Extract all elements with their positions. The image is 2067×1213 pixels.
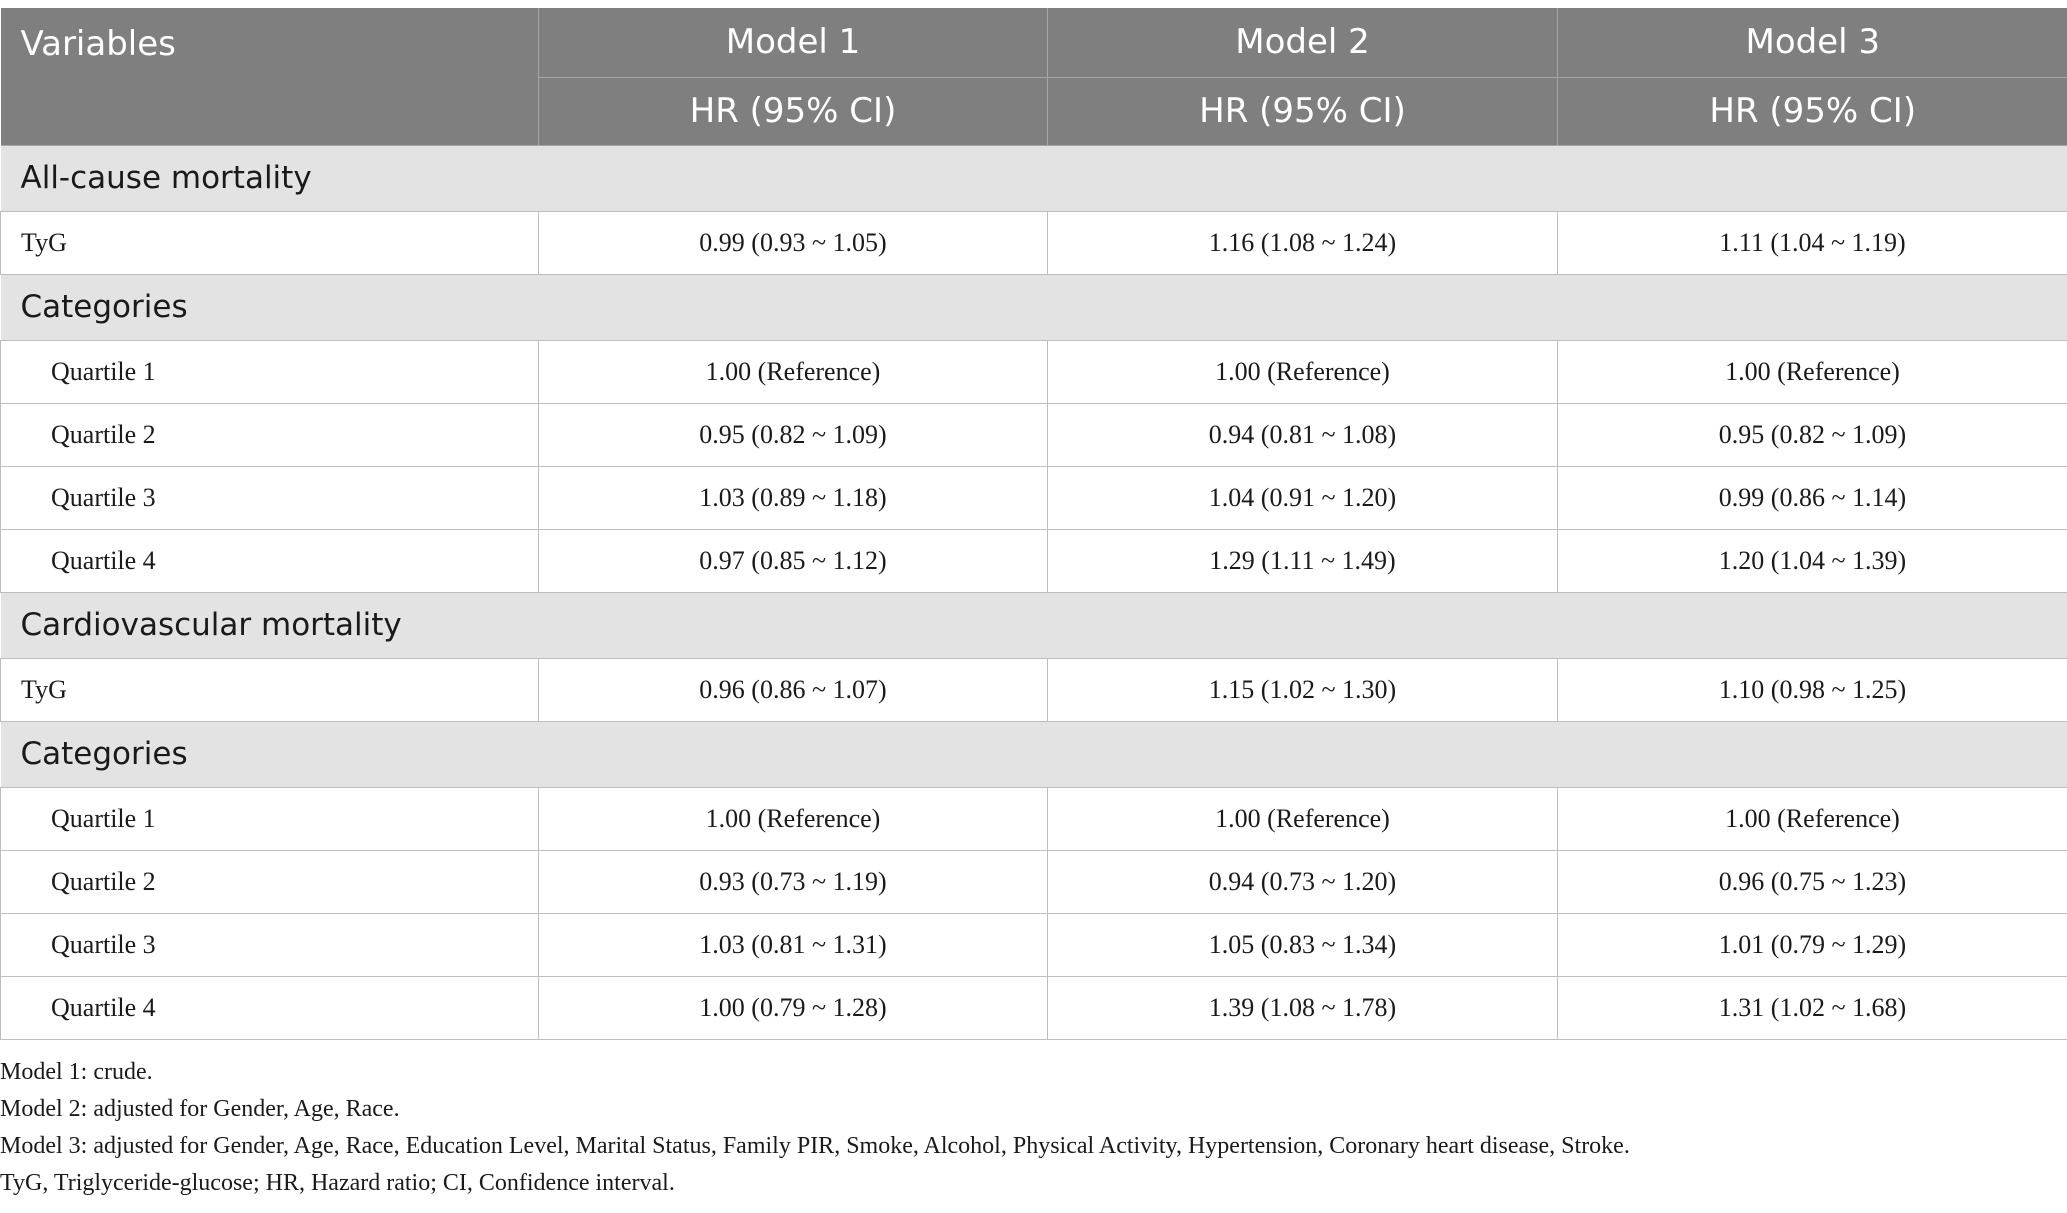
footnote: TyG, Triglyceride-glucose; HR, Hazard ratio; CI, Confidence interval. [0, 1170, 675, 1196]
cell-model-3: 1.10 (0.98 ~ 1.25) [1558, 658, 2067, 721]
row-label: Quartile 1 [1, 340, 539, 403]
header-metric-1: HR (95% CI) [539, 77, 1048, 145]
cell-model-3: 1.20 (1.04 ~ 1.39) [1558, 529, 2067, 592]
row-label: Quartile 2 [1, 403, 539, 466]
header-model-3: Model 3 [1558, 8, 2067, 77]
cell-model-2: 0.94 (0.81 ~ 1.08) [1048, 403, 1558, 466]
footnote: Model 1: crude. [0, 1059, 153, 1085]
cell-model-1: 0.97 (0.85 ~ 1.12) [539, 529, 1048, 592]
cell-model-2: 1.05 (0.83 ~ 1.34) [1048, 913, 1558, 976]
row-label: Quartile 3 [1, 913, 539, 976]
cell-model-3: 1.01 (0.79 ~ 1.29) [1558, 913, 2067, 976]
cell-model-1: 0.96 (0.86 ~ 1.07) [539, 658, 1048, 721]
cell-model-2: 0.94 (0.73 ~ 1.20) [1048, 850, 1558, 913]
row-label: Quartile 3 [1, 466, 539, 529]
section-row [1, 145, 2067, 211]
table-row [1, 403, 2067, 466]
categories-row [1, 721, 2067, 787]
cell-model-3: 1.00 (Reference) [1558, 787, 2067, 850]
header-variables: Variables [1, 8, 539, 145]
header-model-1: Model 1 [539, 8, 1048, 77]
table-row [1, 787, 2067, 850]
footnote: Model 2: adjusted for Gender, Age, Race. [0, 1096, 400, 1122]
cell-model-3: 1.00 (Reference) [1558, 340, 2067, 403]
cell-model-2: 1.00 (Reference) [1048, 340, 1558, 403]
table-footnotes [0, 1054, 2067, 1202]
cell-model-3: 0.95 (0.82 ~ 1.09) [1558, 403, 2067, 466]
cell-model-2: 1.39 (1.08 ~ 1.78) [1048, 976, 1558, 1039]
section-row [1, 592, 2067, 658]
cell-model-2: 1.15 (1.02 ~ 1.30) [1048, 658, 1558, 721]
row-label: TyG [1, 658, 539, 721]
cell-model-2: 1.00 (Reference) [1048, 787, 1558, 850]
header-metric-2: HR (95% CI) [1048, 77, 1558, 145]
row-label: Quartile 4 [1, 976, 539, 1039]
header-metric-3: HR (95% CI) [1558, 77, 2067, 145]
table-row [1, 211, 2067, 274]
cell-model-1: 0.95 (0.82 ~ 1.09) [539, 403, 1048, 466]
row-label: Quartile 1 [1, 787, 539, 850]
cell-model-2: 1.04 (0.91 ~ 1.20) [1048, 466, 1558, 529]
cell-model-1: 1.00 (0.79 ~ 1.28) [539, 976, 1048, 1039]
table-row [1, 466, 2067, 529]
cell-model-2: 1.29 (1.11 ~ 1.49) [1048, 529, 1558, 592]
table-row [1, 340, 2067, 403]
section-title: All-cause mortality [1, 145, 2067, 211]
cell-model-3: 1.31 (1.02 ~ 1.68) [1558, 976, 2067, 1039]
row-label: TyG [1, 211, 539, 274]
header-model-2: Model 2 [1048, 8, 1558, 77]
cell-model-1: 1.03 (0.81 ~ 1.31) [539, 913, 1048, 976]
cell-model-1: 0.93 (0.73 ~ 1.19) [539, 850, 1048, 913]
categories-row [1, 274, 2067, 340]
cell-model-1: 1.03 (0.89 ~ 1.18) [539, 466, 1048, 529]
table-row [1, 850, 2067, 913]
row-label: Quartile 4 [1, 529, 539, 592]
cell-model-3: 0.96 (0.75 ~ 1.23) [1558, 850, 2067, 913]
row-label: Quartile 2 [1, 850, 539, 913]
cell-model-1: 1.00 (Reference) [539, 340, 1048, 403]
section-title: Cardiovascular mortality [1, 592, 2067, 658]
table-row [1, 658, 2067, 721]
cell-model-3: 0.99 (0.86 ~ 1.14) [1558, 466, 2067, 529]
table-row [1, 976, 2067, 1039]
results-table [0, 8, 2067, 1040]
table-row [1, 913, 2067, 976]
categories-title: Categories [1, 721, 2067, 787]
categories-title: Categories [1, 274, 2067, 340]
cell-model-3: 1.11 (1.04 ~ 1.19) [1558, 211, 2067, 274]
cell-model-1: 0.99 (0.93 ~ 1.05) [539, 211, 1048, 274]
table-row [1, 529, 2067, 592]
cell-model-1: 1.00 (Reference) [539, 787, 1048, 850]
cell-model-2: 1.16 (1.08 ~ 1.24) [1048, 211, 1558, 274]
footnote: Model 3: adjusted for Gender, Age, Race, Education Level, Marital Status, Family PIR, Smoke, Alcohol, Physical Activity, Hypertension, Coronary heart disease, Stroke. [0, 1133, 1630, 1159]
